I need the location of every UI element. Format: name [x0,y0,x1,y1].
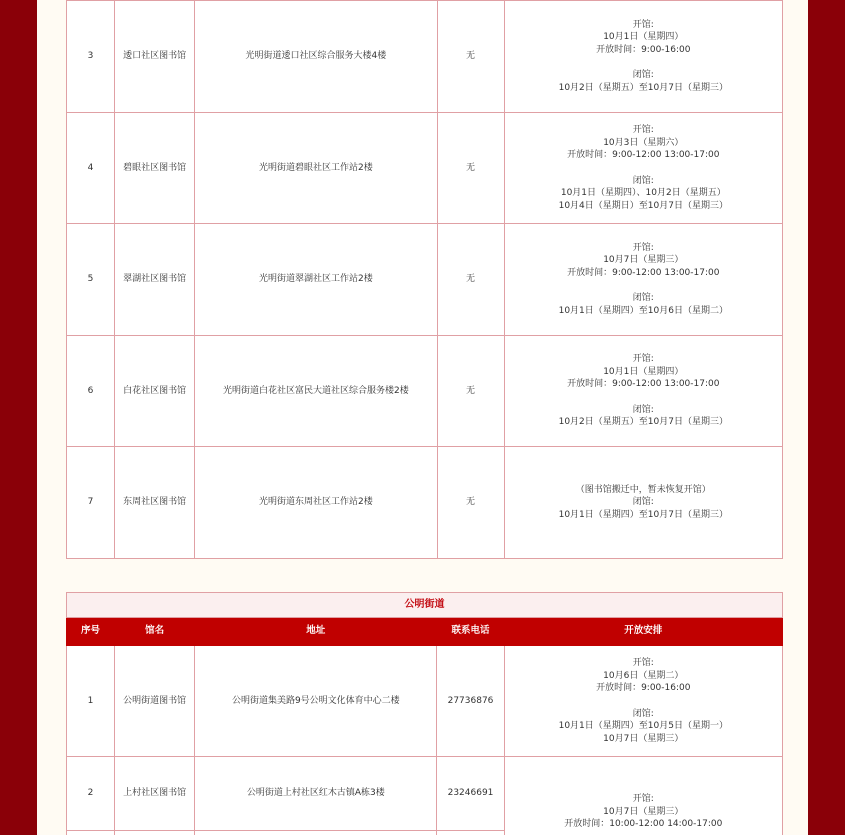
table-row [67,1,783,113]
library-schedule: 开馆: 10月6日（星期二） 开放时间：9:00-16:00 闭馆: 10月1日（星期四）至10月5日（星期一） 10月7日（星期三） [504,646,782,757]
column-header-address: 地址 [195,618,437,646]
library-name: 翠湖社区图书馆 [115,224,195,336]
library-schedule: 开馆: 10月7日（星期三） 开放时间：10:00-12:00 14:00-17:00 [504,757,782,835]
row-number: 1 [67,646,115,757]
library-name: 白花社区图书馆 [115,336,195,447]
library-phone: 27736876 [437,646,504,757]
library-name: 碧眼社区图书馆 [115,113,195,224]
library-address: 光明街道碧眼社区工作站2楼 [195,113,437,224]
library-name: 上村社区图书馆 [115,757,195,831]
library-phone: 无 [437,224,504,336]
row-number: 3 [67,1,115,113]
library-address: 光明街道翠湖社区工作站2楼 [195,224,437,336]
library-schedule: 开馆: 10月3日（星期六） 开放时间：9:00-12:00 13:00-17:00 闭馆: 10月1日（星期四）、10月2日（星期五） 10月4日（星期日）至10月7日（星期三） [504,113,782,224]
row-number: 4 [67,113,115,224]
library-name: 逶口社区图书馆 [115,1,195,113]
row-number: 6 [67,336,115,447]
library-address: 光明街道白花社区富民大道社区综合服务楼2楼 [195,336,437,447]
library-phone: 23246691 [437,757,504,831]
district-title: 公明街道 [67,593,783,618]
library-phone: 无 [437,1,504,113]
library-address: 光明街道逶口社区综合服务大楼4楼 [195,1,437,113]
row-number: 7 [67,447,115,559]
row-number: 2 [67,757,115,831]
library-schedule: 开馆: 10月1日（星期四） 开放时间：9:00-16:00 闭馆: 10月2日（星期五）至10月7日（星期三） [504,1,782,113]
column-header-no: 序号 [67,618,115,646]
table-row [67,646,783,757]
column-header-schedule: 开放安排 [504,618,782,646]
column-header-phone: 联系电话 [437,618,504,646]
library-schedule: （图书馆搬迁中，暂未恢复开馆） 闭馆: 10月1日（星期四）至10月7日（星期三） [504,447,782,559]
library-address: 公明街道集美路9号公明文化体育中心二楼 [195,646,437,757]
library-address: 公明街道上村社区红木古镇A栋3楼 [195,757,437,831]
library-address: 光明街道东周社区工作站2楼 [195,447,437,559]
column-header-name: 馆名 [115,618,195,646]
library-phone: 无 [437,447,504,559]
library-schedule: 开馆: 10月1日（星期四） 开放时间：9:00-12:00 13:00-17:00 闭馆: 10月2日（星期五）至10月7日（星期三） [504,336,782,447]
table-row [67,224,783,336]
table-row [67,757,783,831]
table-row [67,447,783,559]
library-phone: 无 [437,336,504,447]
table-row [67,336,783,447]
library-name: 公明街道图书馆 [115,646,195,757]
page-content [37,0,808,835]
row-number: 5 [67,224,115,336]
library-table-gongming [66,592,783,835]
library-phone: 无 [437,113,504,224]
column-header-row [67,618,783,646]
library-name: 东周社区图书馆 [115,447,195,559]
table-row [67,113,783,224]
library-schedule: 开馆: 10月7日（星期三） 开放时间：9:00-12:00 13:00-17:00 闭馆: 10月1日（星期四）至10月6日（星期二） [504,224,782,336]
district-header-row [67,593,783,618]
library-table-guangming [66,0,783,559]
